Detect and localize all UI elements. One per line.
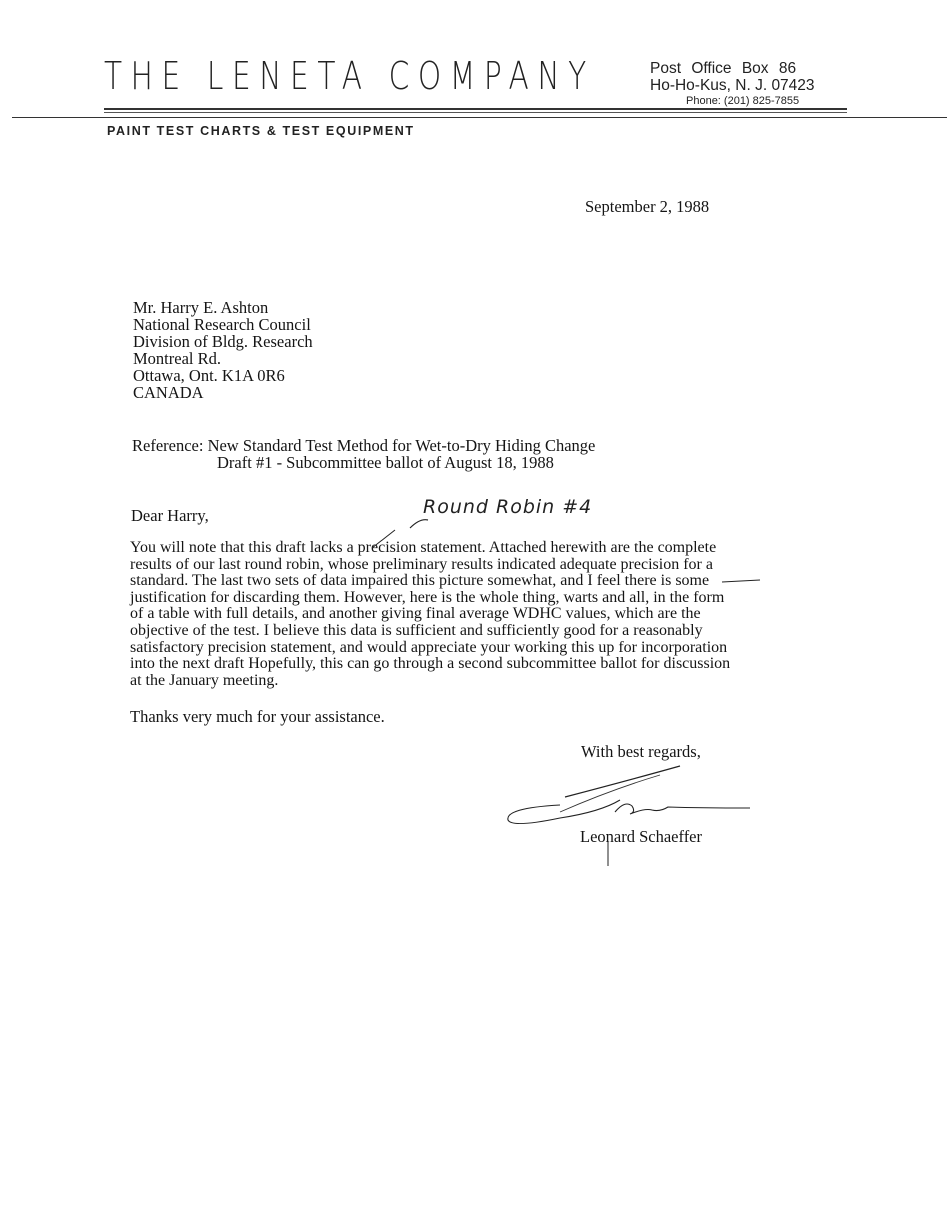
recipient-line: Montreal Rd.	[133, 349, 221, 368]
strike-through	[722, 580, 760, 582]
signature-stroke	[615, 804, 750, 814]
address-city: Ho-Ho-Kus, N. J. 07423	[650, 77, 815, 94]
recipient-line: CANADA	[133, 383, 204, 402]
body-line: justification for discarding them. However, here is the whole thing, warts and all, in the form	[130, 588, 725, 606]
body-line: standard. The last two sets of data impaired this picture somewhat, and I feel there is some	[130, 572, 710, 590]
closing: With best regards,	[581, 742, 701, 761]
body-line: You will note that this draft lacks a precision statement. Attached herewith are the complete	[130, 539, 717, 556]
letter-date: September 2, 1988	[585, 197, 710, 216]
recipient-line: National Research Council	[133, 315, 311, 334]
address-phone: Phone: (201) 825-7855	[686, 95, 800, 107]
thanks-line: Thanks very much for your assistance.	[130, 707, 385, 726]
company-logo: THE LENETA COMPANY	[104, 54, 595, 98]
recipient-line: Division of Bldg. Research	[133, 332, 313, 351]
body-line: of a table with full details, and another giving final average WDHC values, which are the	[130, 605, 701, 623]
body-line: objective of the test. I believe this data is sufficient and sufficiently good for a reasonably	[130, 621, 703, 639]
reference-line: Draft #1 - Subcommittee ballot of August 18, 1988	[217, 453, 554, 472]
body-line: satisfactory precision statement, and would appreciate your working this up for incorporation	[130, 638, 728, 656]
signer-name: Leonard Schaeffer	[580, 827, 703, 846]
greeting: Dear Harry,	[131, 506, 209, 525]
annotation-caret	[410, 520, 428, 528]
body-line: into the next draft Hopefully, this can go through a second subcommittee ballot for discussion	[130, 655, 731, 673]
company-tagline: PAINT TEST CHARTS & TEST EQUIPMENT	[107, 124, 415, 138]
reference-line: Reference: New Standard Test Method for Wet-to-Dry Hiding Change	[132, 436, 596, 455]
body-line: results of our last round robin, whose preliminary results indicated adequate precision for a	[130, 555, 713, 573]
body-line: at the January meeting.	[130, 671, 279, 689]
recipient-line: Mr. Harry E. Ashton	[133, 298, 269, 317]
signature-stroke	[565, 766, 680, 797]
signature-stroke	[508, 800, 620, 824]
handwritten-annotation: Round Robin #4	[423, 496, 593, 518]
address-po-box: Post Office Box 86	[650, 60, 797, 77]
recipient-line: Ottawa, Ont. K1A 0R6	[133, 366, 285, 385]
signature-stroke	[560, 775, 660, 812]
insertion-stroke	[372, 530, 395, 548]
